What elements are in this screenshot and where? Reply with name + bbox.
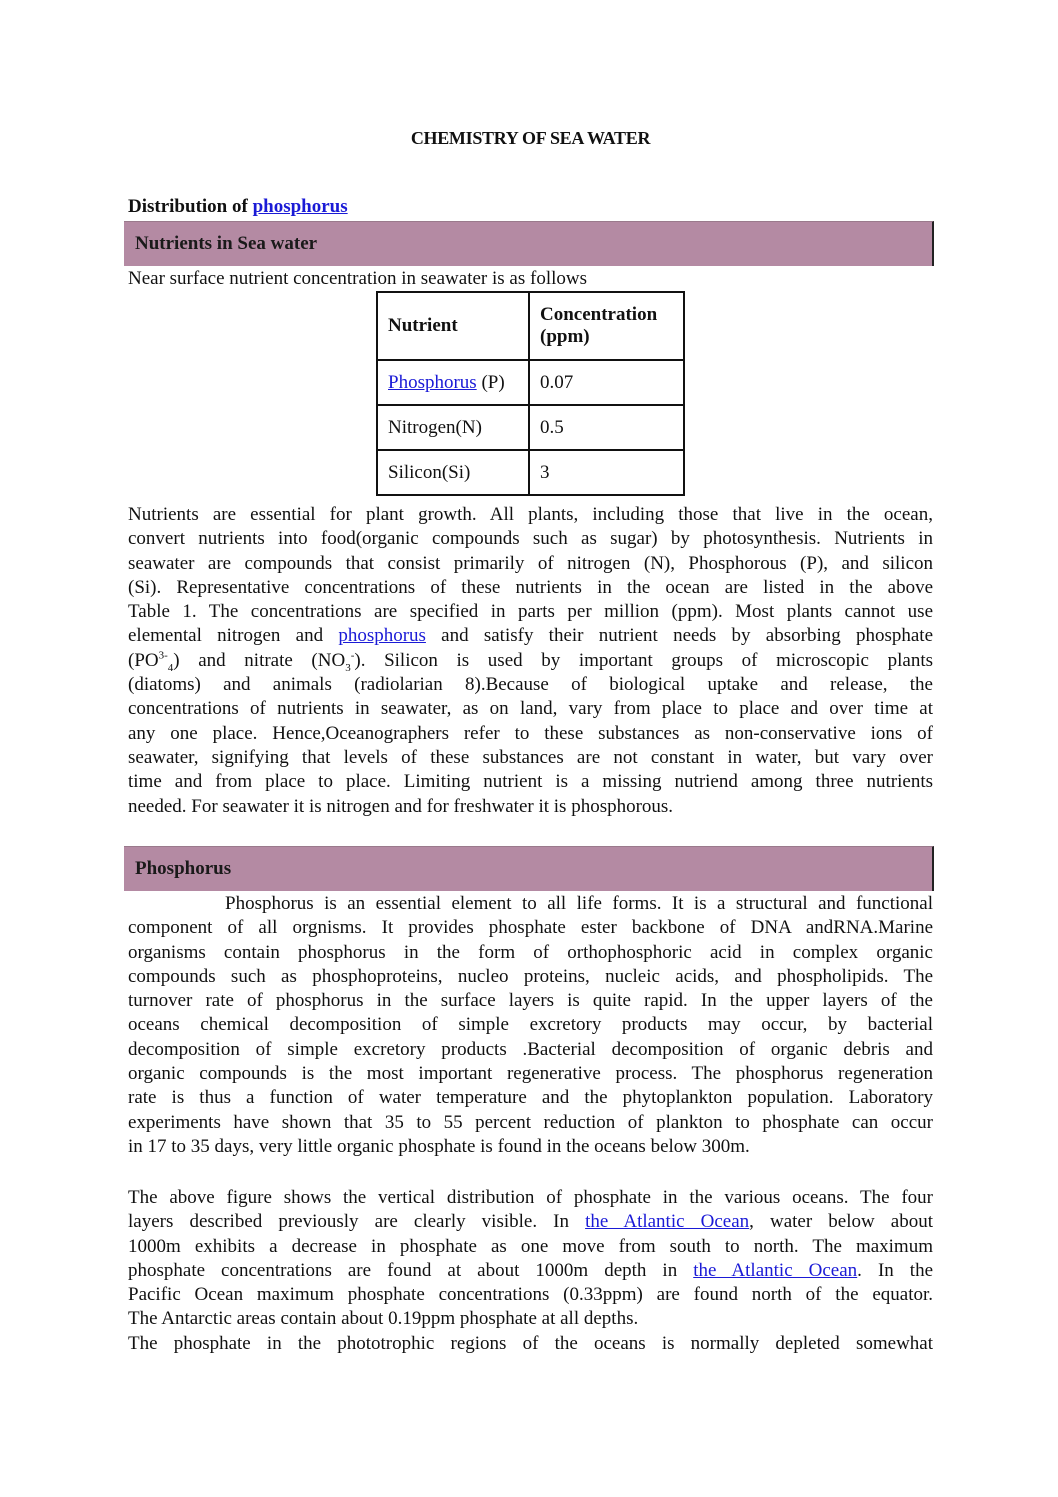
- text-line: experiments have shown that 35 to 55 percent reduction of plankton to phosphate can occur: [128, 1111, 933, 1133]
- table-row: [377, 360, 684, 405]
- text-line: (Si). Representative concentrations of these nutrients in the ocean are listed in the above: [128, 576, 933, 598]
- value-cell: 3: [529, 450, 684, 495]
- text-line: concentrations of nutrients in seawater, as on land, vary from place to place and over time at: [128, 698, 933, 720]
- table-row: [377, 405, 684, 450]
- table-intro: Near surface nutrient concentration in seawater is as follows: [128, 268, 587, 289]
- text-line: seawater, signifying that levels of these substances are not constant in water, but vary over: [128, 746, 933, 768]
- text-line: turnover rate of phosphorus in the surface layers is quite rapid. In the upper layers of the: [128, 990, 933, 1012]
- nutrient-cell: [377, 360, 529, 405]
- text-run: phosphate concentrations are found at about 1000m depth in: [128, 1259, 694, 1281]
- subheading-prefix: Distribution of: [128, 196, 253, 217]
- text-line: Table 1. The concentrations are specified in parts per million (ppm). Most plants cannot use: [128, 601, 933, 623]
- text-line: The above figure shows the vertical distribution of phosphate in the various oceans. The four: [128, 1187, 933, 1208]
- phosphorus-table-link[interactable]: Phosphorus: [388, 371, 477, 393]
- text-run: ). Silicon is used by important groups of microscopic plants: [354, 649, 933, 671]
- phosphorus-inline-link[interactable]: phosphorus: [338, 625, 426, 647]
- text-line: Nutrients are essential for plant growth. All plants, including those that live in the ocean,: [128, 504, 933, 525]
- header-concentration: Concentration (ppm): [529, 292, 684, 360]
- nutrient-table: [376, 291, 685, 496]
- heading-nutrients-in-sea-water: Nutrients in Sea water: [124, 221, 934, 266]
- header-nutrient: Nutrient: [377, 292, 529, 360]
- text-line: component of all orgnisms. It provides phosphate ester backbone of DNA andRNA.Marine: [128, 917, 933, 939]
- text-line: [128, 1210, 933, 1234]
- text-line: [128, 1259, 933, 1283]
- nutrient-cell: Silicon(Si): [377, 450, 529, 495]
- nutrient-cell: Nitrogen(N): [377, 405, 529, 450]
- nutrients-paragraph: [128, 503, 933, 819]
- text-run: . In the: [857, 1259, 934, 1281]
- subscript: 4: [167, 661, 174, 674]
- value-cell: 0.07: [529, 360, 684, 405]
- text-run: and satisfy their nutrient needs by absorbing phosphate: [425, 625, 933, 647]
- subscript: 3: [345, 661, 351, 674]
- text-line: rate is thus a function of water temperature and the phytoplankton population. Laboratory: [128, 1087, 933, 1109]
- text-run: ) and nitrate (NO: [173, 649, 346, 671]
- text-line: The Antarctic areas contain about 0.19ppm phosphate at all depths.: [128, 1308, 639, 1330]
- text-line: Pacific Ocean maximum phosphate concentrations (0.33ppm) are found north of the equator.: [128, 1284, 933, 1306]
- text-line: in 17 to 35 days, very little organic phosphate is found in the oceans below 300m.: [128, 1135, 750, 1157]
- text-run: (PO: [128, 649, 159, 671]
- text-line: organic compounds is the most important regenerative process. The phosphorus regeneration: [128, 1063, 933, 1085]
- text-line: 1000m exhibits a decrease in phosphate as one move from south to north. The maximum: [128, 1235, 933, 1257]
- atlantic-ocean-link[interactable]: the Atlantic Ocean: [585, 1211, 750, 1233]
- text-line: compounds such as phosphoproteins, nucleo proteins, nucleic acids, and phospholipids. The: [128, 965, 933, 987]
- superscript: -: [350, 649, 355, 662]
- text-line: organisms contain phosphorus in the form of orthophosphoric acid in complex organic: [128, 941, 933, 963]
- text-run: elemental nitrogen and: [128, 625, 339, 647]
- text-line: decomposition of simple excretory products .Bacterial decomposition of organic debris and: [128, 1038, 933, 1060]
- text-line: oceans chemical decomposition of simple excretory products may occur, by bacterial: [128, 1014, 933, 1036]
- heading-phosphorus: Phosphorus: [124, 846, 934, 891]
- nutrient-symbol: (P): [476, 371, 505, 393]
- phosphorus-link[interactable]: phosphorus: [252, 196, 348, 217]
- table-header-row: [377, 292, 684, 360]
- superscript: 3-: [158, 649, 168, 662]
- figure-paragraph: [128, 1186, 933, 1356]
- text-line: Phosphorus is an essential element to all life forms. It is a structural and functional: [225, 893, 933, 914]
- text-run: layers described previously are clearly visible. In: [128, 1211, 586, 1233]
- text-line: The phosphate in the phototrophic regions of the oceans is normally depleted somewhat: [128, 1332, 933, 1354]
- text-line: any one place. Hence,Oceanographers refer to these substances as non-conservative ions of: [128, 722, 933, 744]
- text-line: seawater are compounds that consist primarily of nitrogen (N), Phosphorous (P), and silicon: [128, 552, 933, 574]
- text-line: needed. For seawater it is nitrogen and for freshwater it is phosphorous.: [128, 795, 674, 817]
- text-line: convert nutrients into food(organic compounds such as sugar) by photosynthesis. Nutrients in: [128, 528, 933, 550]
- text-run: , water below about: [749, 1211, 933, 1233]
- page-title: CHEMISTRY OF SEA WATER: [410, 128, 651, 148]
- phosphorus-paragraph: [128, 892, 933, 1159]
- text-line: (diatoms) and animals (radiolarian 8).Because of biological uptake and release, the: [128, 674, 933, 696]
- section-subheading: [128, 196, 348, 218]
- text-line: [128, 649, 933, 673]
- text-line: [128, 624, 933, 648]
- value-cell: 0.5: [529, 405, 684, 450]
- text-line: time and from place to place. Limiting nutrient is a missing nutriend among three nutrients: [128, 771, 933, 793]
- table-row: [377, 450, 684, 495]
- atlantic-ocean-link-2[interactable]: the Atlantic Ocean: [693, 1259, 858, 1281]
